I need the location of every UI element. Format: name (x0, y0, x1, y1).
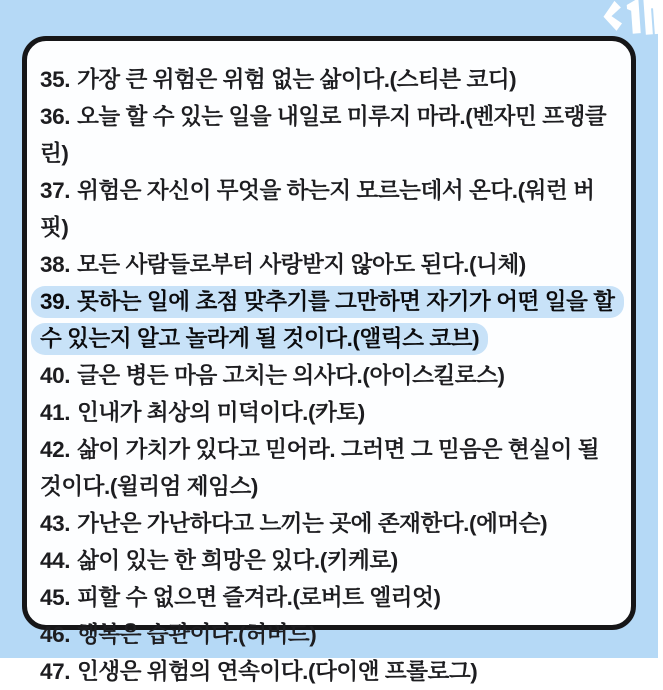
quote-number: 40. (40, 363, 71, 388)
quote-list (40, 61, 617, 690)
quote-item-42 (40, 431, 617, 505)
quote-item-44 (40, 542, 617, 579)
quote-item-38 (40, 246, 617, 283)
quote-text: 가난은 가난하다고 느끼는 곳에 존재한다. (77, 511, 470, 536)
quote-author: (앨릭스 코브) (352, 326, 480, 351)
quote-text: 못하는 일에 초점 맞추기를 그만하면 자기가 어떤 일을 할 수 있는지 알고 놀라게 될 것이다. (40, 289, 615, 351)
quote-author: (윌리엄 제임스) (109, 474, 258, 499)
quote-text: 가장 큰 위험은 위험 없는 삶이다. (77, 67, 390, 92)
quote-author: (아이스킬로스) (362, 363, 505, 388)
quote-item-43 (40, 505, 617, 542)
quote-author: (다이앤 프롤로그) (307, 659, 478, 684)
quote-text: 삶이 있는 한 희망은 있다. (77, 548, 320, 573)
quote-item-36 (40, 98, 617, 172)
quote-text: 인생은 위험의 연속이다. (77, 659, 308, 684)
quote-text: 인내가 최상의 미덕이다. (77, 400, 308, 425)
quote-text: 위험은 자신이 무엇을 하는지 모르는데서 온다. (77, 178, 518, 203)
quote-author: (니체) (469, 252, 526, 277)
quote-text: 글은 병든 마음 고치는 의사다. (77, 363, 363, 388)
quote-number: 43. (40, 511, 71, 536)
quote-author: (허버드) (238, 622, 317, 647)
quote-item-40 (40, 357, 617, 394)
quote-number: 42. (40, 437, 71, 462)
quote-item-46 (40, 616, 617, 653)
quote-item-37 (40, 172, 617, 246)
quote-item-47 (40, 653, 617, 690)
quote-text: 모든 사람들로부터 사랑받지 않아도 된다. (77, 252, 470, 277)
quote-text: 피할 수 없으면 즐겨라. (77, 585, 293, 610)
quote-item-39 (40, 283, 617, 357)
quote-card (22, 36, 636, 684)
quote-number: 38. (40, 252, 71, 277)
quote-number: 36. (40, 104, 71, 129)
quote-text: 오늘 할 수 있는 일을 내일로 미루지 마라. (77, 104, 466, 129)
quote-author: (키케로) (319, 548, 398, 573)
quote-number: 37. (40, 178, 71, 203)
quote-author: (카토) (307, 400, 365, 425)
quote-text: 삶이 가치가 있다고 믿어라. 그러면 그 믿음은 현실이 될 것이다. (40, 437, 600, 499)
quote-number: 47. (40, 659, 71, 684)
quote-item-45 (40, 579, 617, 616)
quote-item-41 (40, 394, 617, 431)
highlighted-quote (31, 286, 624, 355)
quote-number: 45. (40, 585, 71, 610)
quote-author: (로버트 엘리엇) (292, 585, 441, 610)
quote-number: 46. (40, 622, 71, 647)
quote-number: 35. (40, 67, 71, 92)
quote-text: 행복은 습관이다. (77, 622, 239, 647)
quote-author: (에머슨) (469, 511, 548, 536)
quote-number: 39. (40, 289, 71, 314)
quote-item-35 (40, 61, 617, 98)
quote-author: (스티븐 코디) (389, 67, 517, 92)
quote-number: 41. (40, 400, 71, 425)
quote-author: (워런 버핏) (40, 178, 595, 240)
quote-author: (벤자민 프랭클린) (40, 104, 607, 166)
quote-number: 44. (40, 548, 71, 573)
